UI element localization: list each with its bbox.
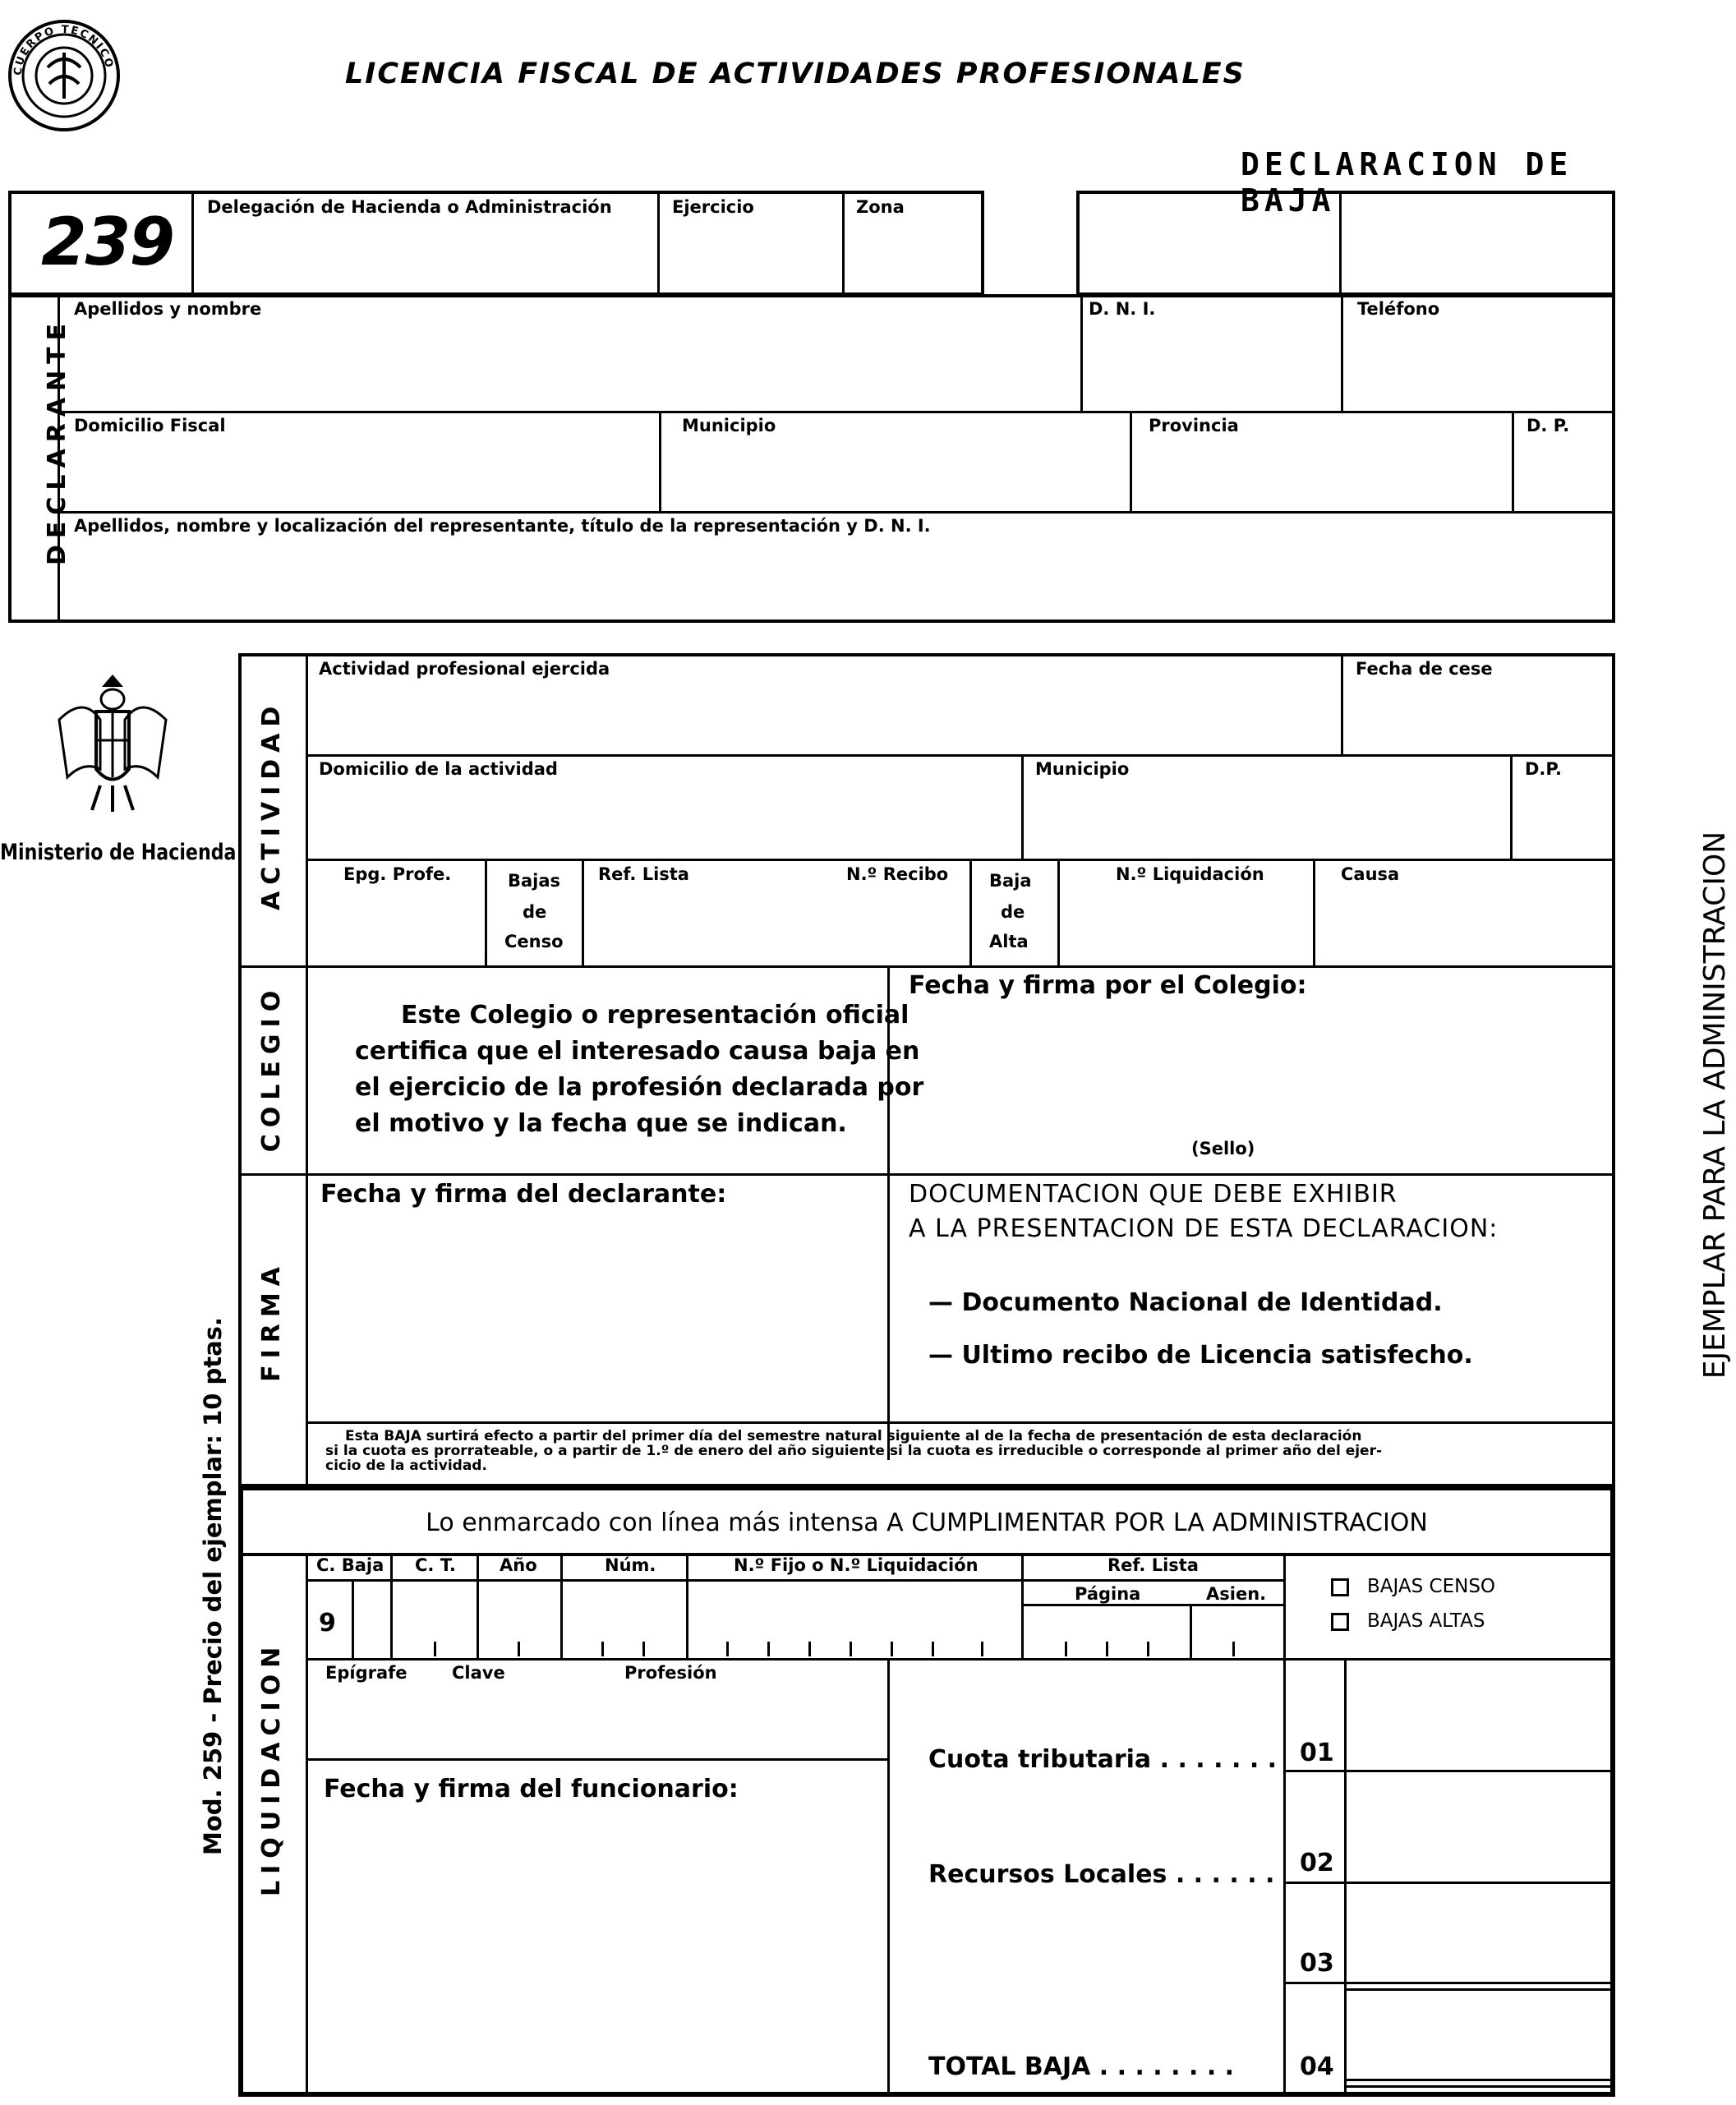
cbaja-value: 9 [319, 1609, 336, 1637]
bajas-altas-box-icon [1331, 1613, 1349, 1631]
code-01: 01 [1300, 1739, 1334, 1767]
bajas-altas-checkbox[interactable] [1331, 1610, 1485, 1632]
asien-label: Asien. [1206, 1584, 1267, 1604]
actividad-ejercida-label: Actividad profesional ejercida [319, 659, 610, 679]
ct-label: C. T. [415, 1555, 456, 1575]
funcionario-fecha-firma-label: Fecha y firma del funcionario: [324, 1775, 739, 1803]
num-fijo-label: N.º Fijo o N.º Liquidación [734, 1555, 979, 1575]
baja-alta-2: de [1001, 902, 1025, 922]
nota-baja-line3: cicio de la actividad. [325, 1458, 487, 1474]
liquidacion-side-label: LIQUIDACION [257, 1640, 286, 1896]
colegio-cert-line2: certifica que el interesado causa baja en [355, 1037, 920, 1066]
doc-heading-line2: A LA PRESENTACION DE ESTA DECLARACION: [909, 1214, 1499, 1243]
clave-label: Clave [452, 1663, 505, 1683]
doc-item-dni: — Documento Nacional de Identidad. [928, 1288, 1443, 1317]
nota-baja-line1: Esta BAJA surtirá efecto a partir del primer día del semestre natural siguiente al de la fecha de presentación de esta declaración [345, 1428, 1362, 1444]
anio-label: Año [500, 1555, 537, 1575]
doc-item-recibo: — Ultimo recibo de Licencia satisfecho. [928, 1341, 1473, 1370]
zona-label: Zona [856, 197, 905, 217]
recursos-locales-label: Recursos Locales . . . . . . [928, 1860, 1275, 1889]
ejercicio-label: Ejercicio [672, 197, 754, 217]
code-03: 03 [1300, 1949, 1334, 1978]
bajas-altas-text: BAJAS ALTAS [1367, 1610, 1485, 1632]
firma-fecha-firma-label: Fecha y firma del declarante: [320, 1180, 727, 1209]
colegio-cert-line1: Este Colegio o representación oficial [401, 1001, 909, 1029]
liquidacion-banner: Lo enmarcado con línea más intensa A CUMPLIMENTAR POR LA ADMINISTRACION [426, 1509, 1428, 1537]
firma-side-label: FIRMA [257, 1260, 286, 1382]
delegacion-label: Delegación de Hacienda o Administración [207, 197, 612, 217]
profesion-label: Profesión [624, 1663, 717, 1683]
bajas-censo-checkbox[interactable] [1331, 1576, 1495, 1597]
apellidos-label: Apellidos y nombre [74, 299, 262, 319]
municipio-actividad-label: Municipio [1035, 759, 1130, 779]
causa-label: Causa [1341, 864, 1400, 884]
baja-alta-1: Baja [989, 871, 1032, 891]
form-title: LICENCIA FISCAL DE ACTIVIDADES PROFESIONALES [345, 58, 1246, 90]
bajas-censo-1: Bajas [508, 871, 561, 891]
colegio-cert-line4: el motivo y la fecha que se indican. [355, 1109, 847, 1138]
code-02: 02 [1300, 1849, 1334, 1877]
total-baja-label: TOTAL BAJA . . . . . . . . [928, 2052, 1235, 2081]
actividad-side-label: ACTIVIDAD [257, 699, 286, 910]
form-number: 239 [41, 204, 173, 280]
declarante-side-label: DECLARANTE [43, 316, 71, 565]
num-recibo-label: N.º Recibo [846, 864, 949, 884]
cbaja-label: C. Baja [316, 1555, 384, 1575]
form-subtitle: DECLARACION DE BAJA [1241, 146, 1573, 219]
ref-lista-label: Ref. Lista [598, 864, 689, 884]
pagina-label: Página [1075, 1584, 1141, 1604]
ministerio-label: Ministerio de Hacienda [0, 840, 237, 865]
representante-label: Apellidos, nombre y localización del representante, título de la representación y D. N. I. [74, 516, 931, 536]
provincia-label: Provincia [1149, 416, 1239, 435]
coat-of-arms-icon [51, 662, 174, 818]
doc-heading-line1: DOCUMENTACION QUE DEBE EXHIBIR [909, 1180, 1398, 1209]
municipio-label: Municipio [682, 416, 776, 435]
price-side-text: Mod. 259 - Precio del ejemplar: 10 ptas. [199, 1317, 227, 1855]
domicilio-actividad-label: Domicilio de la actividad [319, 759, 558, 779]
fecha-cese-label: Fecha de cese [1356, 659, 1493, 679]
num-liquidacion-label: N.º Liquidación [1116, 864, 1264, 884]
seal-text: CUERPO TECNICO [12, 23, 116, 76]
dni-label: D. N. I. [1089, 299, 1156, 319]
colegio-side-label: COLEGIO [257, 983, 286, 1153]
bajas-censo-3: Censo [504, 932, 564, 951]
epg-label: Epg. Profe. [343, 864, 452, 884]
bajas-censo-2: de [523, 902, 547, 922]
bajas-censo-text: BAJAS CENSO [1367, 1576, 1496, 1597]
epigrafe-label: Epígrafe [325, 1663, 408, 1683]
code-04: 04 [1300, 2052, 1334, 2081]
ejemplar-side-text: EJEMPLAR PARA LA ADMINISTRACION [1698, 831, 1732, 1380]
reserved-box [1076, 191, 1615, 296]
baja-alta-3: Alta [989, 932, 1029, 951]
ref-lista-liq-label: Ref. Lista [1107, 1555, 1199, 1575]
domicilio-fiscal-label: Domicilio Fiscal [74, 416, 226, 435]
dp-actividad-label: D.P. [1525, 759, 1562, 779]
official-seal [7, 18, 122, 133]
cuota-tributaria-label: Cuota tributaria . . . . . . . [928, 1745, 1278, 1774]
colegio-cert-line3: el ejercicio de la profesión declarada por [355, 1073, 924, 1102]
telefono-label: Teléfono [1357, 299, 1440, 319]
dp-label: D. P. [1526, 416, 1570, 435]
colegio-fecha-firma-label: Fecha y firma por el Colegio: [909, 971, 1307, 1000]
nota-baja-line2: si la cuota es prorrateable, o a partir de 1.º de enero del año siguiente si la cuota es irreducible o corresponde al primer año del ejer- [325, 1443, 1383, 1459]
bajas-censo-box-icon [1331, 1578, 1349, 1596]
declarante-box [8, 294, 1615, 623]
sello-label: (Sello) [1191, 1139, 1255, 1158]
num-label: Núm. [605, 1555, 656, 1575]
